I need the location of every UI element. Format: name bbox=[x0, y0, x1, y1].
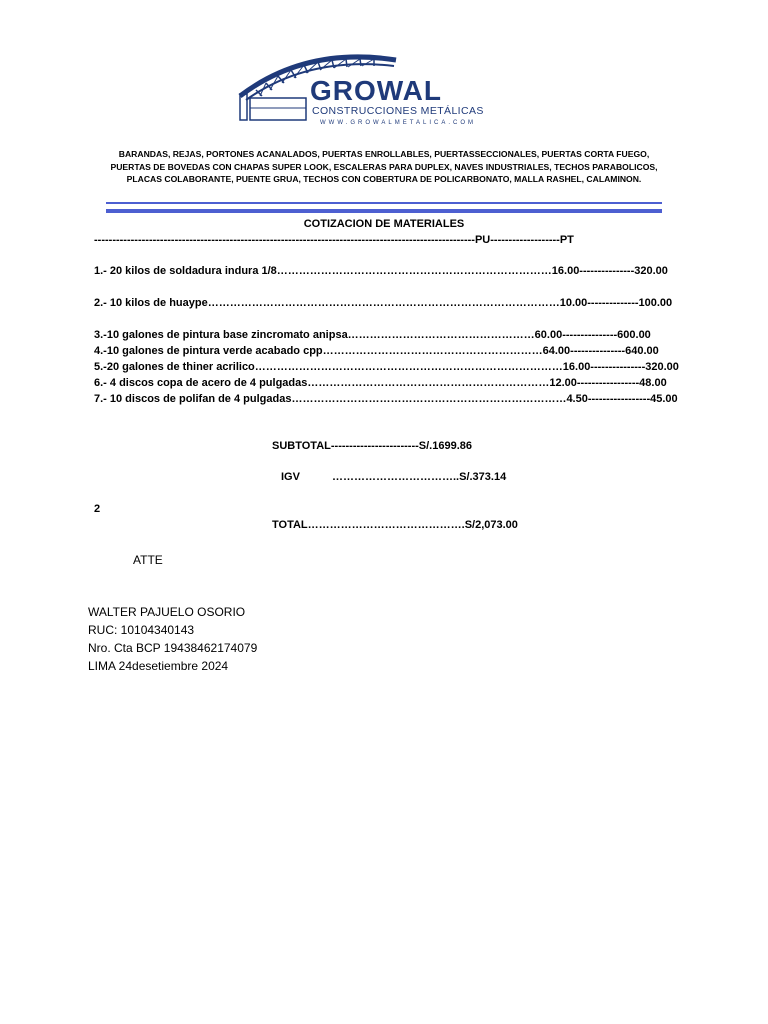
services-line: PLACAS COLABORANTE, PUENTE GRUA, TECHOS CON COBERTURA DE POLICARBONATO, MALLA RASHEL, CALAMINON. bbox=[126, 174, 642, 185]
total-line: TOTAL…………………………………….S/2,073.00 bbox=[272, 519, 518, 531]
column-header: --------------------------------------------------------------------------------------------------------PU-------------------PT bbox=[94, 234, 574, 246]
signer-name: WALTER PAJUELO OSORIO bbox=[88, 605, 246, 619]
quote-item: 2.- 10 kilos de huaype……………………………………………………………………………………10.00--------------100.00 bbox=[94, 297, 673, 309]
brand-name: GROWAL bbox=[310, 75, 442, 106]
quote-item: 5.-20 galones de thiner acrilico…………………………………………………………………………16.00---------------320.00 bbox=[94, 361, 679, 373]
signer-ruc: RUC: 10104340143 bbox=[88, 623, 195, 637]
quote-item: 4.-10 galones de pintura verde acabado cpp……………………………………………………64.00---------------640.00 bbox=[94, 345, 659, 357]
quote-item: 6.- 4 discos copa de acero de 4 pulgadas…………………………………………………………12.00-----------------48.00 bbox=[94, 377, 667, 389]
header-divider-thick bbox=[106, 209, 662, 213]
subtotal-line: SUBTOTAL------------------------S/.1699.86 bbox=[272, 440, 472, 452]
signer-date: LIMA 24desetiembre 2024 bbox=[88, 659, 229, 673]
brand-tagline: CONSTRUCCIONES METÁLICAS bbox=[312, 105, 484, 117]
header-divider-thin bbox=[106, 202, 662, 204]
brand-url: WWW.GROWALMETALICA.COM bbox=[320, 120, 476, 126]
igv-value: ……………………………..S/.373.14 bbox=[332, 471, 507, 483]
services-line: PUERTAS DE BOVEDAS CON CHAPAS SUPER LOOK, ESCALERAS PARA DUPLEX, NAVES INDUSTRIALES, TECHOS PARABOLICOS, bbox=[110, 161, 658, 172]
signer-bank-account: Nro. Cta BCP 19438462174079 bbox=[88, 641, 258, 655]
atte-label: ATTE bbox=[133, 553, 163, 567]
company-logo bbox=[236, 52, 526, 132]
quote-item: 3.-10 galones de pintura base zincromato anipsa……………………………………………60.00---------------600.00 bbox=[94, 329, 651, 341]
services-list bbox=[104, 148, 664, 186]
services-line: BARANDAS, REJAS, PORTONES ACANALADOS, PUERTAS ENROLLABLES, PUERTASSECCIONALES, PUERTAS CORTA FUEGO, bbox=[118, 149, 650, 159]
quote-title: COTIZACION DE MATERIALES bbox=[303, 218, 465, 230]
quote-item: 1.- 20 kilos de soldadura indura 1/8…………………………………………………………………16.00---------------320.00 bbox=[94, 265, 668, 277]
page-number: 2 bbox=[94, 503, 101, 515]
igv-label: IGV bbox=[281, 471, 300, 483]
quote-item: 7.- 10 discos de polifan de 4 pulgadas…………………………………………………………………4.50-----------------45.00 bbox=[94, 393, 678, 405]
